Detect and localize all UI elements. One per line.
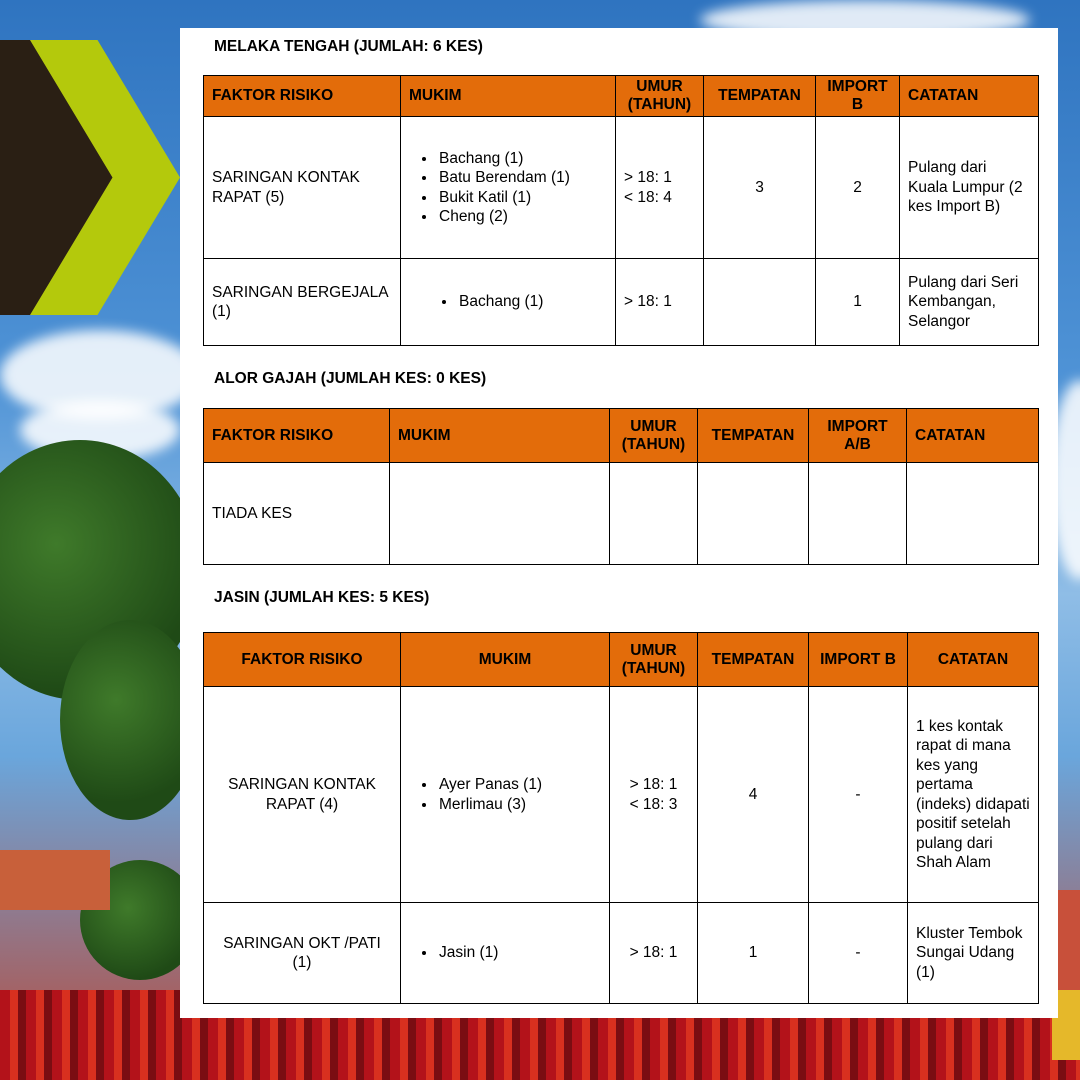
cell-umur [616,259,704,346]
cell-mukim [401,117,616,259]
cell-umur [610,687,698,903]
umur-line: > 18: 1 [629,944,678,962]
header-umur: UMUR (TAHUN) [610,633,698,687]
header-tempatan: TEMPATAN [704,76,816,117]
list-item: • Bachang (1) [437,149,607,169]
header-catatan: CATATAN [907,409,1039,463]
header-umur: UMUR (TAHUN) [616,76,704,117]
cell-mukim [401,687,610,903]
cell-faktor-risiko: SARINGAN KONTAK RAPAT (5) [204,117,401,259]
header-umur: UMUR (TAHUN) [610,409,698,463]
table-row [204,463,1039,565]
list-item: • Bukit Katil (1) [437,188,607,208]
cell-import [809,463,907,565]
cell-mukim [401,903,610,1004]
cell-catatan: 1 kes kontak rapat di mana kes yang pertama (indeks) didapati positif setelah pulang dari Shah Alam [908,687,1039,903]
list-item: • Jasin (1) [437,943,601,963]
section-title-jasin: JASIN (JUMLAH KES: 5 KES) [214,589,430,606]
cell-catatan: Kluster Tembok Sungai Udang (1) [908,903,1039,1004]
header-tempatan: TEMPATAN [698,633,809,687]
header-import: IMPORT A/B [809,409,907,463]
table-jasin [203,632,1039,1004]
header-mukim: MUKIM [390,409,610,463]
header-tempatan: TEMPATAN [698,409,809,463]
tree [60,620,200,820]
section-title-alor-gajah: ALOR GAJAH (JUMLAH KES: 0 KES) [214,370,487,387]
cell-faktor-risiko: TIADA KES [204,463,390,565]
cell-mukim [390,463,610,565]
cell-catatan: Pulang dari Seri Kembangan, Selangor [900,259,1039,346]
cell-faktor-risiko: SARINGAN OKT /PATI (1) [204,903,401,1004]
list-item: • Merlimau (3) [437,795,601,815]
table-melaka-tengah [203,75,1039,346]
header-catatan: CATATAN [900,76,1039,117]
umur-line: > 18: 1 [624,169,672,186]
table-row [204,117,1039,259]
list-item: • Batu Berendam (1) [437,168,607,188]
cell-umur [610,903,698,1004]
cell-tempatan: 1 [698,903,809,1004]
header-faktor-risiko: FAKTOR RISIKO [204,76,401,117]
header-import: IMPORT B [809,633,908,687]
header-faktor-risiko: FAKTOR RISIKO [204,633,401,687]
header-faktor-risiko: FAKTOR RISIKO [204,409,390,463]
umur-line: < 18: 4 [624,188,672,206]
cell-import: 1 [816,259,900,346]
cell-mukim [401,259,616,346]
cell-faktor-risiko: SARINGAN KONTAK RAPAT (4) [204,687,401,903]
table-header-row [204,76,1039,117]
table-header-row [204,633,1039,687]
document-panel [180,28,1058,1018]
list-item: • Bachang (1) [457,292,607,312]
cell-tempatan [698,463,809,565]
table-row [204,687,1039,903]
table-row [204,259,1039,346]
list-item: • Ayer Panas (1) [437,775,601,795]
cell-catatan [907,463,1039,565]
umur-line: > 18: 1 [629,776,678,793]
cell-import: 2 [816,117,900,259]
cell-umur [610,463,698,565]
cell-import: - [809,903,908,1004]
cell-import: - [809,687,908,903]
table-header-row [204,409,1039,463]
header-import: IMPORT B [816,76,900,117]
header-catatan: CATATAN [908,633,1039,687]
cell-tempatan: 4 [698,687,809,903]
header-mukim: MUKIM [401,76,616,117]
header-mukim: MUKIM [401,633,610,687]
umur-line: > 18: 1 [624,293,672,311]
cell-tempatan: 3 [704,117,816,259]
cell-catatan: Pulang dari Kuala Lumpur (2 kes Import B) [900,117,1039,259]
list-item: • Cheng (2) [437,207,607,227]
roof [0,850,110,910]
table-row [204,903,1039,1004]
table-alor-gajah [203,408,1039,565]
cell-faktor-risiko: SARINGAN BERGEJALA (1) [204,259,401,346]
section-title-melaka-tengah: MELAKA TENGAH (JUMLAH: 6 KES) [214,38,483,55]
cell-tempatan [704,259,816,346]
cell-umur [616,117,704,259]
umur-line: < 18: 3 [629,795,678,813]
